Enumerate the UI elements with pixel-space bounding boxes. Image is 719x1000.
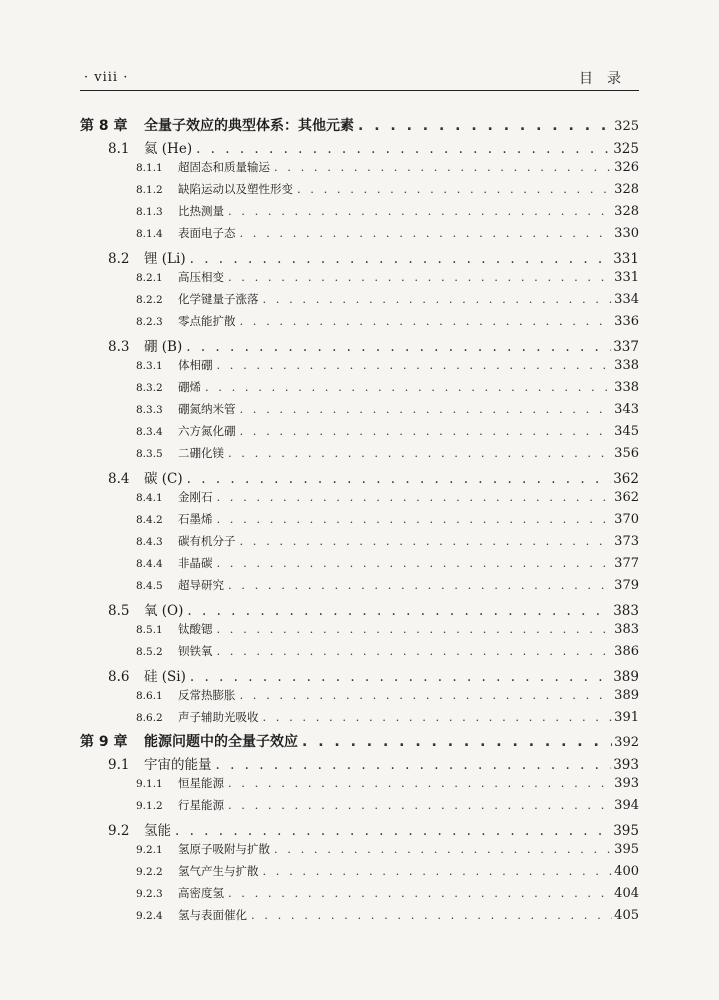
- entry-title: 恒星能源: [178, 776, 224, 790]
- entry-page-number: 377: [614, 556, 639, 571]
- entry-title: 氢原子吸附与扩散: [178, 842, 270, 856]
- toc-section-entry[interactable]: [80, 247, 639, 269]
- entry-page-number: 405: [614, 908, 639, 923]
- entry-number: 8.5.2: [136, 646, 163, 658]
- entry-number: 8.1.2: [136, 184, 163, 196]
- entry-page-number: 373: [614, 534, 639, 549]
- toc-section-entry[interactable]: [80, 753, 639, 775]
- entry-number: 8.3: [108, 339, 130, 355]
- entry-page-number: 386: [614, 644, 639, 659]
- entry-number: 第 9 章: [80, 734, 128, 750]
- entry-title: 二硼化镁: [178, 446, 224, 460]
- entry-title: 比热测量: [178, 204, 224, 218]
- dot-leader: [263, 710, 613, 724]
- dot-leader: [228, 886, 612, 900]
- entry-number: 8.1.1: [136, 162, 163, 174]
- toc-subsection-entry[interactable]: [80, 687, 639, 709]
- entry-title: 反常热膨胀: [178, 688, 236, 702]
- dot-leader: [263, 292, 613, 306]
- toc-subsection-entry[interactable]: [80, 489, 639, 511]
- dot-leader: [240, 688, 613, 702]
- entry-number: 8.5.1: [136, 624, 163, 636]
- toc-subsection-entry[interactable]: [80, 159, 639, 181]
- entry-page-number: 383: [613, 603, 639, 619]
- toc-subsection-entry[interactable]: [80, 225, 639, 247]
- toc-subsection-entry[interactable]: [80, 643, 639, 665]
- toc-subsection-entry[interactable]: [80, 423, 639, 445]
- toc-subsection-entry[interactable]: [80, 841, 639, 863]
- entry-title: 行星能源: [178, 798, 224, 812]
- entry-page-number: 383: [614, 622, 639, 637]
- entry-page-number: 334: [614, 292, 639, 307]
- entry-title: 氧 (O): [144, 603, 184, 619]
- entry-number: 9.2.3: [136, 888, 163, 900]
- toc-subsection-entry[interactable]: [80, 709, 639, 731]
- dot-leader: [228, 446, 612, 460]
- entry-page-number: 362: [613, 471, 639, 487]
- toc-chapter-entry[interactable]: [80, 731, 639, 753]
- toc-subsection-entry[interactable]: [80, 401, 639, 423]
- toc-subsection-entry[interactable]: [80, 203, 639, 225]
- dot-leader: [217, 644, 613, 658]
- toc-subsection-entry[interactable]: [80, 863, 639, 885]
- entry-page-number: 395: [614, 842, 639, 857]
- entry-number: 8.4.1: [136, 492, 163, 504]
- entry-page-number: 370: [614, 512, 639, 527]
- entry-page-number: 400: [614, 864, 639, 879]
- toc-chapter-entry[interactable]: [80, 115, 639, 137]
- entry-number: 8.3.4: [136, 426, 163, 438]
- entry-number: 8.1: [108, 141, 130, 157]
- entry-page-number: 356: [614, 446, 639, 461]
- dot-leader: [240, 402, 613, 416]
- entry-title: 碳 (C): [144, 471, 183, 487]
- dot-leader: [274, 842, 612, 856]
- entry-title: 硼氮纳米管: [178, 402, 236, 416]
- entry-title: 氢气产生与扩散: [178, 864, 259, 878]
- entry-number: 8.2: [108, 251, 130, 267]
- entry-number: 9.2.4: [136, 910, 163, 922]
- entry-number: 8.2.1: [136, 272, 163, 284]
- dot-leader: [228, 204, 612, 218]
- entry-title: 声子辅助光吸收: [178, 710, 259, 724]
- entry-page-number: 330: [614, 226, 639, 241]
- toc-subsection-entry[interactable]: [80, 357, 639, 379]
- entry-number: 8.3.2: [136, 382, 163, 394]
- entry-title: 非晶碳: [178, 556, 213, 570]
- entry-title: 碳有机分子: [178, 534, 236, 548]
- entry-number: 8.6.1: [136, 690, 163, 702]
- entry-number: 8.1.3: [136, 206, 163, 218]
- entry-title: 高压相变: [178, 270, 224, 284]
- toc-subsection-entry[interactable]: [80, 577, 639, 599]
- entry-title: 硼 (B): [144, 339, 183, 355]
- entry-page-number: 337: [613, 339, 639, 355]
- entry-title: 钡铁氧: [178, 644, 213, 658]
- entry-number: 8.3.3: [136, 404, 163, 416]
- toc-subsection-entry[interactable]: [80, 621, 639, 643]
- entry-page-number: 404: [614, 886, 639, 901]
- entry-number: 8.2.2: [136, 294, 163, 306]
- dot-leader: [190, 669, 611, 685]
- dot-leader: [297, 182, 612, 196]
- entry-page-number: 336: [614, 314, 639, 329]
- entry-number: 8.3.1: [136, 360, 163, 372]
- toc-subsection-entry[interactable]: [80, 379, 639, 401]
- entry-number: 9.2: [108, 823, 130, 839]
- entry-title: 表面电子态: [178, 226, 236, 240]
- toc-subsection-entry[interactable]: [80, 269, 639, 291]
- dot-leader: [274, 160, 612, 174]
- toc-subsection-entry[interactable]: [80, 445, 639, 467]
- toc-subsection-entry[interactable]: [80, 313, 639, 335]
- entry-title: 氢与表面催化: [178, 908, 247, 922]
- dot-leader: [302, 734, 612, 750]
- dot-leader: [358, 118, 612, 134]
- dot-leader: [217, 358, 613, 372]
- entry-page-number: 394: [614, 798, 639, 813]
- toc-subsection-entry[interactable]: [80, 533, 639, 555]
- dot-leader: [190, 251, 612, 267]
- entry-page-number: 395: [613, 823, 639, 839]
- entry-page-number: 393: [614, 776, 639, 791]
- entry-title: 锂 (Li): [144, 251, 186, 267]
- entry-number: 8.4.5: [136, 580, 163, 592]
- toc-section-entry[interactable]: [80, 137, 639, 159]
- dot-leader: [217, 512, 613, 526]
- entry-page-number: 331: [614, 270, 639, 285]
- entry-title: 宇宙的能量: [144, 757, 212, 773]
- running-header: [80, 68, 639, 91]
- entry-number: 8.4.2: [136, 514, 163, 526]
- entry-page-number: 328: [614, 204, 639, 219]
- entry-title: 体相硼: [178, 358, 213, 372]
- dot-leader: [251, 908, 612, 922]
- entry-number: 8.6.2: [136, 712, 163, 724]
- entry-page-number: 325: [613, 141, 639, 157]
- entry-title: 氦 (He): [144, 141, 193, 157]
- dot-leader: [187, 471, 612, 487]
- entry-page-number: 326: [614, 160, 639, 175]
- entry-page-number: 393: [613, 757, 639, 773]
- entry-number: 8.6: [108, 669, 130, 685]
- toc-subsection-entry[interactable]: [80, 797, 639, 819]
- entry-page-number: 328: [614, 182, 639, 197]
- entry-page-number: 391: [614, 710, 639, 725]
- entry-number: 8.3.5: [136, 448, 163, 460]
- entry-page-number: 338: [614, 380, 639, 395]
- entry-number: 8.4.4: [136, 558, 163, 570]
- entry-page-number: 345: [614, 424, 639, 439]
- entry-title: 金刚石: [178, 490, 213, 504]
- dot-leader: [263, 864, 613, 878]
- toc-subsection-entry[interactable]: [80, 511, 639, 533]
- toc-subsection-entry[interactable]: [80, 885, 639, 907]
- entry-title: 氢能: [144, 823, 171, 839]
- entry-page-number: 379: [614, 578, 639, 593]
- toc-subsection-entry[interactable]: [80, 775, 639, 797]
- dot-leader: [240, 314, 613, 328]
- entry-number: 8.5: [108, 603, 130, 619]
- entry-number: 9.2.1: [136, 844, 163, 856]
- entry-title: 全量子效应的典型体系：其他元素: [144, 118, 354, 134]
- dot-leader: [216, 757, 612, 773]
- entry-title: 钛酸锶: [178, 622, 213, 636]
- page-number: · viii ·: [84, 70, 129, 85]
- entry-title: 缺陷运动以及塑性形变: [178, 182, 293, 196]
- toc-subsection-entry[interactable]: [80, 291, 639, 313]
- toc-section-entry[interactable]: [80, 599, 639, 621]
- dot-leader: [205, 380, 612, 394]
- entry-page-number: 338: [614, 358, 639, 373]
- entry-title: 超固态和质量输运: [178, 160, 270, 174]
- entry-number: 8.1.4: [136, 228, 163, 240]
- entry-title: 零点能扩散: [178, 314, 236, 328]
- entry-title: 超导研究: [178, 578, 224, 592]
- entry-page-number: 389: [614, 688, 639, 703]
- dot-leader: [240, 424, 613, 438]
- entry-page-number: 325: [614, 119, 639, 134]
- toc-section-entry[interactable]: [80, 665, 639, 687]
- entry-title: 硅 (Si): [144, 669, 186, 685]
- dot-leader: [228, 776, 612, 790]
- entry-number: 8.4: [108, 471, 130, 487]
- entry-number: 8.2.3: [136, 316, 163, 328]
- entry-number: 9.1: [108, 757, 130, 773]
- toc-subsection-entry[interactable]: [80, 555, 639, 577]
- dot-leader: [228, 578, 612, 592]
- dot-leader: [217, 490, 613, 504]
- entry-title: 高密度氢: [178, 886, 224, 900]
- entry-page-number: 343: [614, 402, 639, 417]
- toc-subsection-entry[interactable]: [80, 181, 639, 203]
- dot-leader: [187, 603, 611, 619]
- entry-title: 六方氮化硼: [178, 424, 236, 438]
- dot-leader: [228, 798, 612, 812]
- toc-section-entry[interactable]: [80, 819, 639, 841]
- dot-leader: [186, 339, 611, 355]
- toc-section-entry[interactable]: [80, 335, 639, 357]
- entry-page-number: 392: [614, 735, 639, 750]
- entry-title: 能源问题中的全量子效应: [144, 734, 298, 750]
- dot-leader: [240, 226, 613, 240]
- entry-page-number: 362: [614, 490, 639, 505]
- dot-leader: [240, 534, 613, 548]
- dot-leader: [175, 823, 611, 839]
- toc-section-entry[interactable]: [80, 467, 639, 489]
- running-title: 目录: [579, 71, 635, 87]
- entry-title: 硼烯: [178, 380, 201, 394]
- dot-leader: [228, 270, 612, 284]
- entry-number: 9.1.1: [136, 778, 163, 790]
- dot-leader: [217, 622, 613, 636]
- entry-title: 石墨烯: [178, 512, 213, 526]
- entry-number: 8.4.3: [136, 536, 163, 548]
- entry-number: 9.1.2: [136, 800, 163, 812]
- table-of-contents: [80, 115, 639, 929]
- dot-leader: [196, 141, 611, 157]
- entry-number: 第 8 章: [80, 118, 128, 134]
- dot-leader: [217, 556, 613, 570]
- entry-title: 化学键量子涨落: [178, 292, 259, 306]
- entry-page-number: 389: [613, 669, 639, 685]
- toc-subsection-entry[interactable]: [80, 907, 639, 929]
- entry-number: 9.2.2: [136, 866, 163, 878]
- entry-page-number: 331: [613, 251, 639, 267]
